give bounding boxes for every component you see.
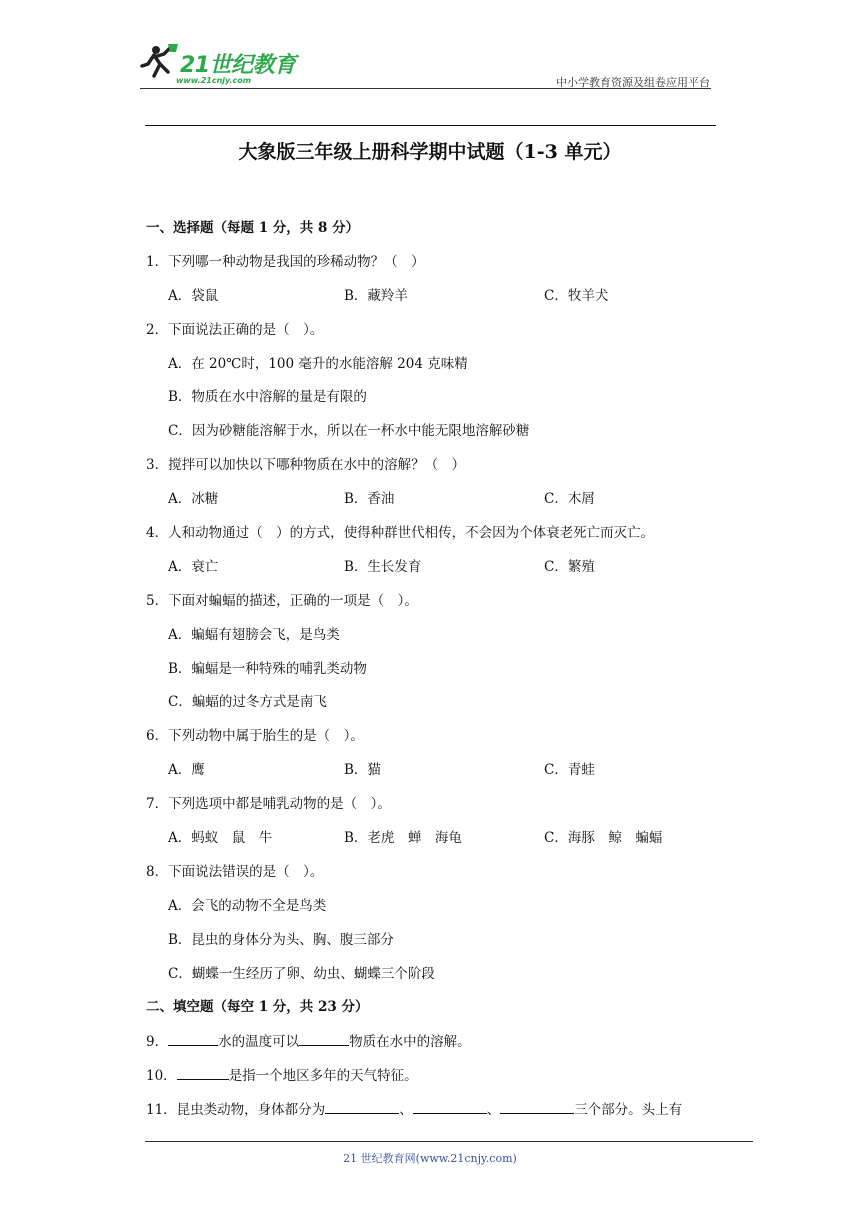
platform-text: 中小学教育资源及组卷应用平台: [556, 76, 710, 89]
question-text: 11．昆虫类动物，身体都分为: [146, 1102, 326, 1119]
option-row: [146, 760, 726, 794]
fill-question-9: [146, 1031, 726, 1065]
header-divider: [140, 88, 711, 89]
option-b: B．老虎 蝉 海龟: [344, 830, 462, 847]
question-stem: 7．下列选项中都是哺乳动物的是（ ）。: [146, 796, 391, 813]
option-c: C．木屑: [544, 491, 595, 508]
option-b: B．香油: [344, 491, 395, 508]
fill-question-11: [146, 1099, 726, 1133]
question-stem: 3．搅拌可以加快以下哪种物质在水中的溶解？（ ）: [146, 457, 466, 474]
question-stem: 2．下面说法正确的是（ ）。: [146, 321, 324, 338]
option-row: [146, 557, 726, 591]
logo-url: www.21cnjy.com: [176, 76, 252, 85]
question-stem: 1．下列哪一种动物是我国的珍稀动物？（ ）: [146, 253, 425, 270]
option-b: B．物质在水中溶解的量是有限的: [168, 389, 367, 406]
question-text: 水的温度可以: [218, 1034, 300, 1051]
option-b: B．生长发育: [344, 558, 422, 575]
answer-blank[interactable]: [325, 1099, 399, 1114]
question-number: 9．: [146, 1034, 169, 1051]
page-title: 大象版三年级上册科学期中试题（1-3 单元）: [238, 141, 622, 163]
option-c: C．因为砂糖能溶解于水，所以在一杯水中能无限地溶解砂糖: [168, 423, 530, 440]
option-a: A．衰亡: [168, 558, 219, 575]
answer-blank[interactable]: [413, 1099, 487, 1114]
option-row: [146, 828, 726, 862]
separator: 、: [399, 1102, 413, 1119]
section-heading: 一、选择题（每题 1 分，共 8 分）: [146, 220, 360, 236]
option-c: C．蝴蝶一生经历了卵、幼虫、蝴蝶三个阶段: [168, 965, 435, 982]
page-header: [140, 40, 710, 90]
option-a: A．鹰: [168, 762, 205, 779]
option-c: C．繁殖: [544, 558, 595, 575]
exam-content: [146, 218, 726, 1133]
option-b: B．藏羚羊: [344, 287, 408, 304]
footer-link[interactable]: 21 世纪教育网(www.21cnjy.com): [343, 1152, 517, 1165]
option-a: A．袋鼠: [168, 287, 219, 304]
fill-question-10: [146, 1065, 726, 1099]
separator: 、: [486, 1102, 501, 1119]
section-heading: 二、填空题（每空 1 分，共 23 分）: [146, 999, 369, 1016]
runner-icon: [140, 42, 180, 82]
footer-divider: [145, 1141, 753, 1142]
option-b: B．蝙蝠是一种特殊的哺乳类动物: [168, 660, 367, 677]
option-c: C．青蛙: [544, 762, 595, 779]
option-c: C．牧羊犬: [544, 287, 609, 304]
title-divider: [145, 125, 716, 126]
option-row: [146, 489, 726, 523]
question-text: 三个部分。头上有: [574, 1102, 683, 1119]
question-stem: 8．下面说法错误的是（ ）。: [146, 863, 324, 880]
logo-text: 21世纪教育: [180, 53, 296, 78]
option-b: B．猫: [344, 762, 381, 779]
option-a: A．冰糖: [168, 491, 219, 508]
answer-blank[interactable]: [168, 1031, 218, 1046]
option-c: C．蝙蝠的过冬方式是南飞: [168, 694, 327, 711]
option-c: C．海豚 鲸 蝙蝠: [544, 830, 663, 847]
question-stem: 4．人和动物通过（ ）的方式，使得种群世代相传，不会因为个体衰老死亡而灭亡。: [146, 525, 655, 542]
question-text: 物质在水中的溶解。: [349, 1034, 471, 1051]
option-a: A．会飞的动物不全是鸟类: [168, 897, 327, 914]
question-number: 10．: [146, 1068, 177, 1085]
answer-blank[interactable]: [177, 1065, 229, 1080]
option-b: B．昆虫的身体分为头、胸、腹三部分: [168, 931, 394, 948]
question-stem: 6．下列动物中属于胎生的是（ ）。: [146, 728, 364, 745]
question-text: 是指一个地区多年的天气特征。: [228, 1068, 418, 1085]
question-stem: 5．下面对蝙蝠的描述，正确的一项是（ ）。: [146, 592, 418, 609]
option-row: [146, 286, 726, 320]
answer-blank[interactable]: [500, 1099, 574, 1114]
site-logo: [140, 40, 320, 88]
answer-blank[interactable]: [299, 1031, 349, 1046]
option-a: A．蝙蝠有翅膀会飞，是鸟类: [168, 626, 340, 643]
option-a: A．在 20℃时，100 毫升的水能溶解 204 克味精: [168, 355, 468, 372]
option-a: A．蚂蚁 鼠 牛: [168, 830, 273, 847]
